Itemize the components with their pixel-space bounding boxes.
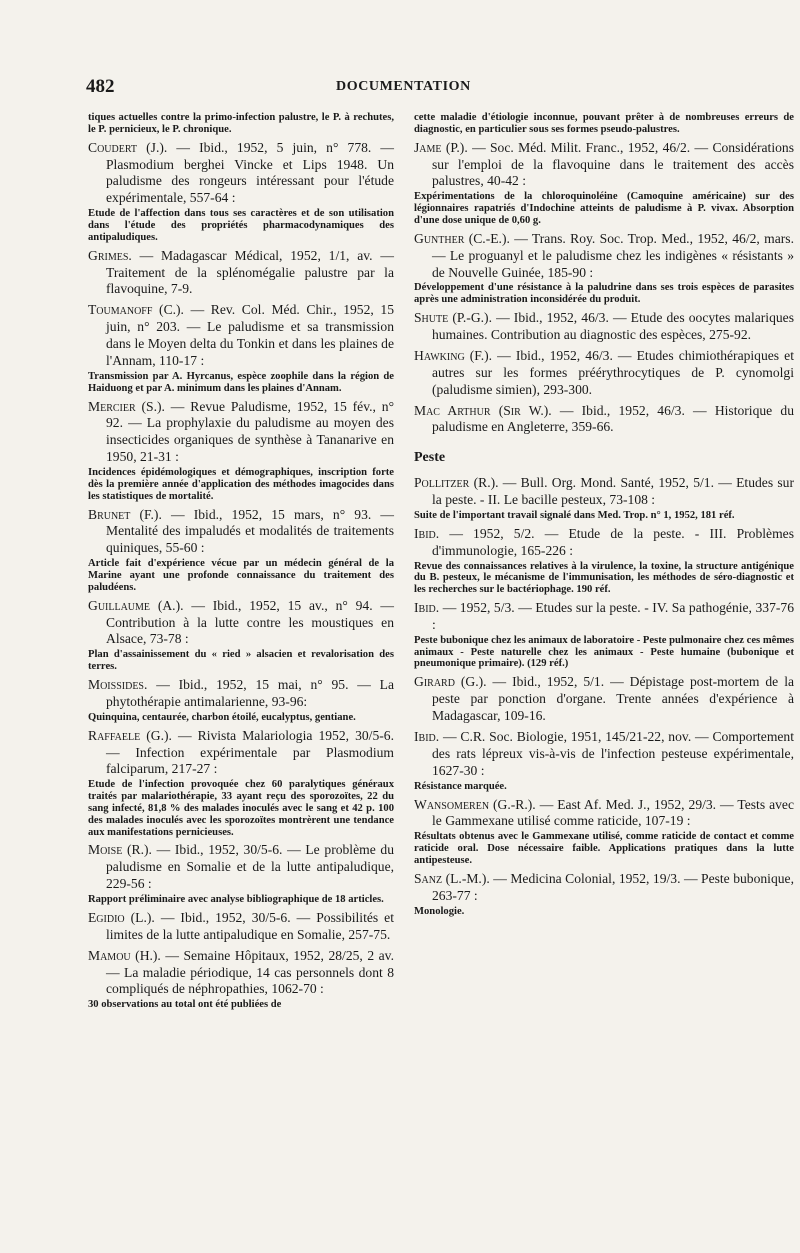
bibliography-entry: [414, 729, 794, 793]
bibliography-entry: [88, 140, 394, 244]
entry-citation: [414, 475, 794, 509]
entry-author: Toumanoff (C.).: [88, 302, 184, 318]
running-title: DOCUMENTATION: [336, 79, 471, 94]
entry-citation: [88, 948, 394, 999]
right-column: [414, 112, 794, 921]
bibliography-entry: [88, 948, 394, 1012]
entry-note: Incidences épidémologiques et démographiques, inscription forte dès la première année d'application des méthodes imagocides dans les statistiques de mortalité.: [88, 467, 394, 502]
entry-text: — Ibid., 1952, 15 av., n° 94. — Contribution à la lutte contre les moustiques en Alsace, 73-78 :: [106, 597, 394, 647]
entry-text: — Soc. Méd. Milit. Franc., 1952, 46/2. — Considérations sur l'emploi de la flavoquine dans le traitement des accès palustres, 40-42 :: [432, 139, 794, 189]
bibliography-entry: [88, 910, 394, 944]
entry-author: Wansomeren (G.-R.).: [414, 796, 536, 812]
entry-author: Girard (G.).: [414, 674, 487, 690]
bibliography-entry: [414, 310, 794, 344]
entry-note: Article fait d'expérience vécue par un médecin général de la Marine ayant une profonde connaissance du traitement des paludéens.: [88, 558, 394, 593]
entry-text: — Madagascar Médical, 1952, 1/1, av. — Traitement de la splénomégalie palustre par la flavoquine, 7-9.: [106, 247, 394, 297]
entry-text: — Bull. Org. Mond. Santé, 1952, 5/1. — Etudes sur la peste. - II. Le bacille pesteux, 73-108 :: [432, 475, 794, 508]
bibliography-entry: [414, 871, 794, 918]
entry-text: — 1952, 5/2. — Etude de la peste. - III. Problèmes d'immunologie, 165-226 :: [432, 525, 794, 558]
bibliography-entry: [414, 140, 794, 227]
entry-citation: [414, 403, 794, 437]
entry-author: Pollitzer (R.).: [414, 475, 499, 491]
entry-citation: [414, 871, 794, 905]
right-entries-before: [414, 140, 794, 437]
entry-author: Raffaele (G.).: [88, 727, 172, 743]
entry-text: — Rev. Col. Méd. Chir., 1952, 15 juin, n° 203. — Le paludisme et sa transmission dans le Moyen delta du Tonkin et dans les plaines de l'Annam, 110-17 :: [106, 302, 394, 369]
bibliography-entry: [414, 475, 794, 522]
entry-text: — Ibid., 1952, 5/1. — Dépistage post-mortem de la peste par ponction d'organe. Trente années d'expérience à Madagascar, 109-16.: [432, 674, 794, 724]
entry-citation: [414, 310, 794, 344]
bibliography-entry: [414, 526, 794, 596]
entry-note: Rapport préliminaire avec analyse bibliographique de 18 articles.: [88, 894, 384, 906]
entry-citation: [414, 797, 794, 831]
entry-text: — Revue Paludisme, 1952, 15 fév., n° 92. — La prophylaxie du paludisme au moyen des insecticides organiques de synthèse à Tananarive en 1950, 21-31 :: [106, 398, 395, 465]
entry-citation: [88, 842, 394, 893]
bibliography-entry: [88, 248, 394, 299]
entry-author: Jame (P.).: [414, 139, 468, 155]
entry-note: Développement d'une résistance à la paludrine dans ses trois espèces de parasites après une administration inconsidérée du produit.: [414, 282, 794, 306]
bibliography-entry: [414, 348, 794, 399]
entry-citation: [414, 231, 794, 282]
entry-note: 30 observations au total ont été publiées de: [88, 999, 282, 1011]
entry-citation: [88, 598, 394, 649]
bibliography-entry: [88, 728, 394, 839]
entry-note: Plan d'assainissement du « ried » alsacien et revalorisation des terres.: [88, 649, 394, 673]
entry-text: — East Af. Med. J., 1952, 29/3. — Tests avec le Gammexane utilisé comme raticide, 107-19 :: [432, 796, 794, 829]
left-entries: [88, 140, 394, 1012]
entry-citation: [414, 729, 794, 780]
bibliography-entry: [88, 677, 394, 724]
entry-note: Résultats obtenus avec le Gammexane utilisé, comme raticide de contact et comme raticide oral. Dose nécessaire faible. Applications pratiques dans la lutte antipesteuse.: [414, 831, 794, 866]
entry-citation: [88, 140, 394, 208]
entry-author: Moissides.: [88, 676, 148, 692]
entry-author: Coudert (J.).: [88, 139, 168, 155]
bibliography-entry: [414, 403, 794, 437]
page-header: [86, 76, 786, 98]
entry-note: Transmission par A. Hyrcanus, espèce zoophile dans la région de Haiduong et par A. minimum dans les plaines d'Annam.: [88, 370, 394, 394]
entry-author: Mac Arthur (Sir W.).: [414, 402, 552, 418]
entry-text: — Ibid., 1952, 15 mars, n° 93. — Mentalité des impaludés et modalités de traitements quiniques, 55-60 :: [106, 506, 395, 556]
entry-author: Ibid.: [414, 600, 440, 616]
entry-text: — Ibid., 1952, 5 juin, n° 778. — Plasmodium berghei Vincke et Lips 1948. Un paludisme des rongeurs intéressant pour l'étude expérimentale, 557-64 :: [106, 139, 395, 206]
entry-text: — Ibid., 1952, 30/5-6. — Possibilités et limites de la lutte antipaludique en Somalie, 257-75.: [106, 909, 394, 942]
entry-author: Gunther (C.-E.).: [414, 230, 510, 246]
bibliography-entry: [414, 797, 794, 867]
entry-note: Résistance marquée.: [414, 780, 507, 792]
right-entries-after: [414, 475, 794, 917]
entry-author: Moise (R.).: [88, 842, 152, 858]
entry-author: Ibid.: [414, 525, 440, 541]
entry-citation: [414, 348, 794, 399]
section-heading: Peste: [414, 450, 446, 466]
entry-citation: [88, 677, 394, 711]
entry-citation: [88, 507, 394, 558]
entry-text: — Rivista Malariologia 1952, 30/5-6. — Infection expérimentale par Plasmodium falciparum, 217-27 :: [106, 727, 394, 777]
entry-text: — Trans. Roy. Soc. Trop. Med., 1952, 46/2, mars. — Le proguanyl et le paludisme chez les indigènes « résistants » de Nouvelle Guinée, 185-90 :: [432, 230, 794, 280]
entry-author: Guillaume (A.).: [88, 597, 184, 613]
entry-citation: [88, 399, 394, 467]
entry-note: Etude de l'infection provoquée chez 60 paralytiques généraux traités par malariothérapie, 33 ayant reçu des sporozoïtes, 22 du sang infecté, 81,8 % des malades inoculés avec le sang et 42 p. 100 des malades inoculés avec les sporozoïtes montrèrent une tendance aux manifestations pernicieuses.: [88, 779, 394, 838]
leading-fragment: cette maladie d'étiologie inconnue, pouvant prêter à de nombreuses erreurs de diagnostic, en particulier sous ses formes pseudo-palustres.: [414, 112, 794, 135]
bibliography-entry: [88, 399, 394, 503]
entry-citation: [414, 674, 794, 725]
bibliography-entry: [88, 598, 394, 673]
entry-citation: [414, 140, 794, 191]
entry-text: — Ibid., 1952, 46/3. — Etude des oocytes malariques humaines. Contribution au diagnostic des espèces, 275-92.: [432, 310, 794, 342]
entry-text: — Medicina Colonial, 1952, 19/3. — Peste bubonique, 263-77 :: [432, 870, 794, 903]
page-number: 482: [86, 76, 115, 97]
entry-author: Mercier (S.).: [88, 398, 165, 414]
entry-note: Revue des connaissances relatives à la virulence, la toxine, la structure antigénique du B. pesteux, le mécanisme de l'immunisation, les méthodes de séro-diagnostic et les recherches sur le bactériophage. 190 réf.: [414, 560, 794, 596]
bibliography-entry: [414, 674, 794, 725]
entry-citation: [414, 600, 794, 634]
entry-text: — Ibid., 1952, 30/5-6. — Le problème du paludisme en Somalie et de la lutte antipaludique, 229-56 :: [106, 842, 395, 892]
left-column: [88, 112, 394, 1015]
entry-citation: [88, 910, 394, 944]
entry-text: — Ibid., 1952, 46/3. — Etudes chimiothérapiques et autres sur les formes préérythrocytiques de P. cynomolgi (paludisme simien), 293-300.: [432, 347, 794, 397]
entry-note: Suite de l'important travail signalé dans Med. Trop. n° 1, 1952, 181 réf.: [414, 510, 735, 522]
entry-author: Sanz (L.-M.).: [414, 870, 490, 886]
entry-citation: [414, 526, 794, 560]
bibliography-entry: [414, 600, 794, 670]
entry-text: — Semaine Hôpitaux, 1952, 28/25, 2 av. — La maladie périodique, 14 cas personnels dont 8 compliqués de néphropathies, 1062-70 :: [106, 947, 394, 997]
entry-author: Egidio (L.).: [88, 909, 155, 925]
bibliography-entry: [88, 302, 394, 394]
entry-author: Grimes.: [88, 247, 132, 263]
entry-text: — C.R. Soc. Biologie, 1951, 145/21-22, nov. — Comportement des rats lépreux vis-à-vis de l'infection pesteuse expérimentale, 1627-30 :: [432, 729, 794, 778]
entry-note: Expérimentations de la chloroquinoléine (Camoquine américaine) sur des légionnaires rapatriés d'Indochine atteints de paludisme à P. vivax. Absorption d'une dose unique de 0,60 g.: [414, 191, 794, 226]
entry-note: Monologie.: [414, 905, 465, 917]
entry-author: Shute (P.-G.).: [414, 310, 492, 326]
entry-note: Quinquina, centaurée, charbon étoilé, eucalyptus, gentiane.: [88, 711, 356, 723]
entry-citation: [88, 248, 394, 299]
entry-note: Etude de l'affection dans tous ses caractères et de son utilisation dans l'étude des propriétés pharmacodynamiques des antipaludiques.: [88, 208, 394, 243]
bibliography-entry: [88, 842, 394, 906]
entry-text: — Ibid., 1952, 15 mai, n° 95. — La phytothérapie antimalarienne, 93-96:: [106, 676, 395, 709]
entry-note: Peste bubonique chez les animaux de laboratoire - Peste pulmonaire chez ces mêmes animaux - Peste naturelle chez les animaux - Peste humaine (bubonique et pneumonique primaire). (129 réf.): [414, 634, 794, 670]
entry-text: — Ibid., 1952, 46/3. — Historique du paludisme en Angleterre, 359-66.: [432, 402, 794, 435]
bibliography-entry: [414, 231, 794, 306]
entry-citation: [88, 302, 394, 370]
entry-text: — 1952, 5/3. — Etudes sur la peste. - IV. Sa pathogénie, 337-76 :: [432, 600, 794, 632]
entry-author: Hawking (F.).: [414, 347, 493, 363]
leading-fragment: tiques actuelles contre la primo-infection palustre, le P. à rechutes, le P. pernicieux, le P. chronique.: [88, 112, 394, 135]
entry-author: Mamou (H.).: [88, 947, 161, 963]
entry-author: Ibid.: [414, 729, 440, 744]
bibliography-entry: [88, 507, 394, 594]
entry-author: Brunet (F.).: [88, 506, 162, 522]
entry-citation: [88, 728, 394, 779]
